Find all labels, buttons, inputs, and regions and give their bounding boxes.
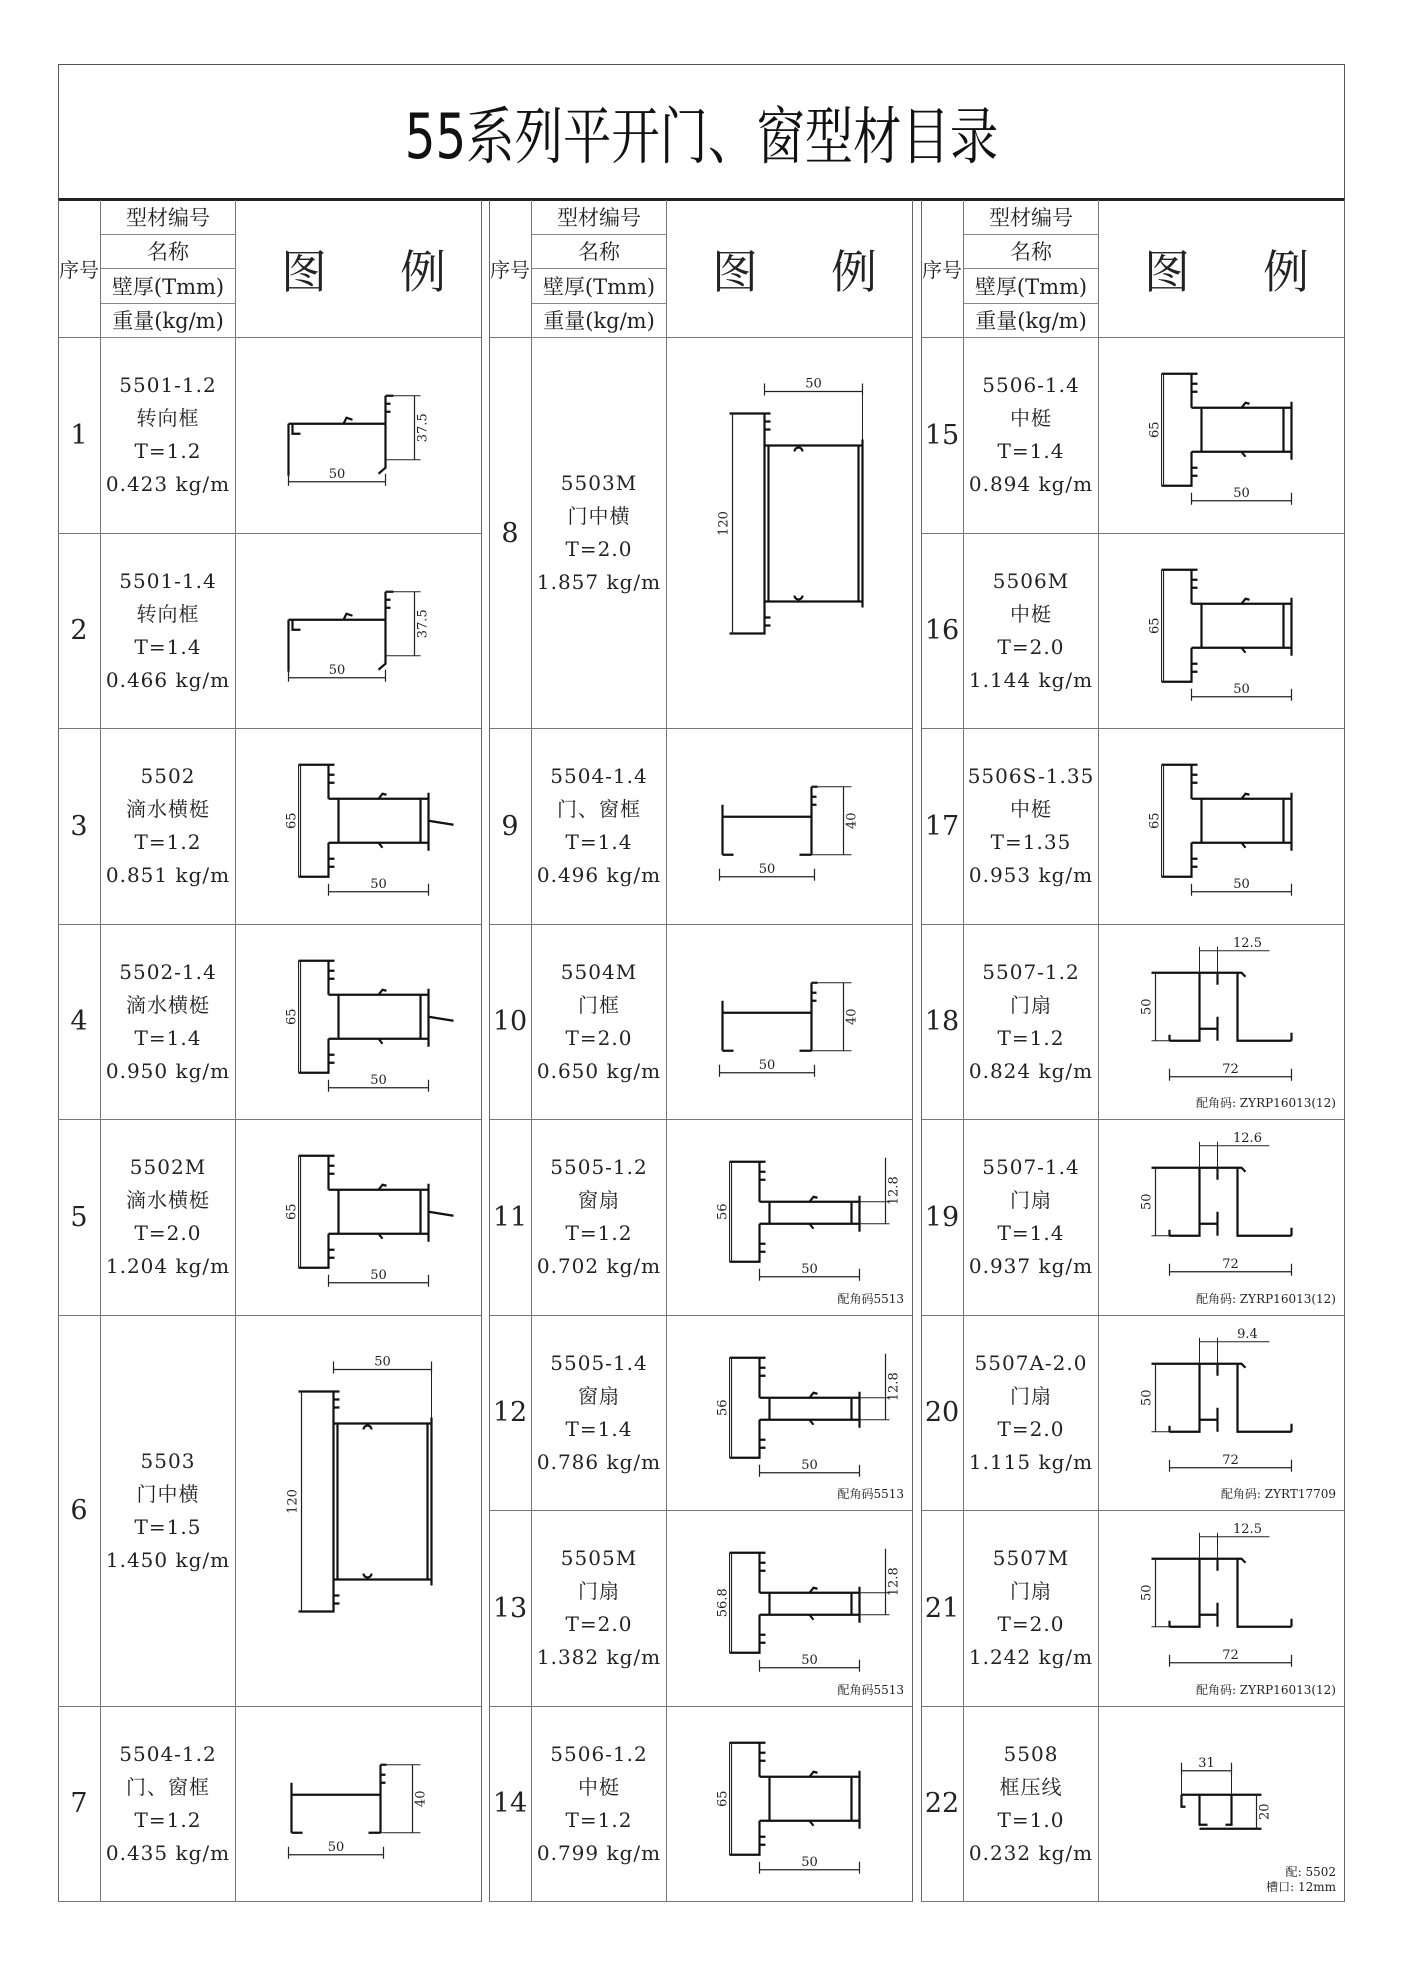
row-seq: 8 — [489, 338, 532, 729]
profile-name: 门扇 — [1010, 992, 1052, 1017]
profile-cross-section-icon — [667, 1707, 912, 1903]
row-info — [964, 1707, 1099, 1903]
svg-text:65: 65 — [1147, 421, 1163, 439]
svg-text:50: 50 — [328, 466, 346, 482]
profile-t: T=1.2 — [134, 830, 202, 855]
catalog-title: 55系列平开门、窗型材目录 — [404, 100, 999, 173]
row-info — [532, 729, 667, 925]
profile-code: 5507A-2.0 — [974, 1350, 1088, 1375]
row-seq: 7 — [58, 1707, 101, 1903]
profile-drawing — [236, 338, 481, 534]
note-line-1: 配: 5502 — [1285, 1865, 1336, 1879]
header-figure-right: 例 — [1263, 244, 1309, 299]
svg-text:50: 50 — [1139, 1193, 1155, 1211]
svg-text:12.8: 12.8 — [886, 1371, 902, 1401]
row-info — [532, 1120, 667, 1316]
row-seq: 21 — [921, 1511, 964, 1707]
profile-drawing — [667, 1316, 912, 1512]
row-info — [964, 338, 1099, 534]
profile-drawing — [667, 925, 912, 1121]
svg-text:56.8: 56.8 — [715, 1588, 731, 1618]
row-info — [964, 1120, 1099, 1316]
svg-text:65: 65 — [284, 1203, 300, 1221]
svg-text:20: 20 — [1257, 1802, 1273, 1820]
profile-t: T=2.0 — [565, 537, 633, 561]
svg-text:65: 65 — [1147, 812, 1163, 830]
note-line-1: 配角码5513 — [837, 1487, 904, 1501]
corner-key-note — [1221, 1487, 1336, 1502]
row-info — [101, 534, 236, 730]
profile-drawing — [1099, 1120, 1344, 1316]
profile-w: 1.450 kg/m — [105, 1547, 231, 1572]
profile-w: 0.786 kg/m — [536, 1449, 662, 1474]
profile-w: 0.937 kg/m — [968, 1254, 1094, 1279]
profile-w: 0.650 kg/m — [536, 1058, 662, 1083]
row-seq: 6 — [58, 1316, 101, 1707]
svg-text:50: 50 — [801, 1854, 818, 1870]
svg-text:9.4: 9.4 — [1237, 1326, 1258, 1342]
svg-text:12.6: 12.6 — [1233, 1130, 1262, 1146]
svg-text:50: 50 — [370, 1267, 387, 1283]
profile-code: 5504-1.2 — [119, 1741, 217, 1766]
profile-name: 门中横 — [136, 1481, 200, 1506]
svg-text:12.5: 12.5 — [1233, 935, 1262, 951]
header-name: 名称 — [101, 235, 236, 270]
profile-t: T=1.2 — [997, 1025, 1065, 1050]
row-info — [101, 1707, 236, 1903]
svg-text:50: 50 — [1233, 876, 1250, 892]
note-line-1: 配角码: ZYRP16013(12) — [1195, 1096, 1336, 1110]
profile-drawing — [236, 925, 481, 1121]
profile-drawing — [1099, 338, 1344, 534]
header-figure-left: 图 — [712, 244, 758, 299]
header-weight: 重量(kg/m) — [532, 304, 667, 339]
profile-code: 5503 — [140, 1448, 196, 1473]
profile-t: T=2.0 — [565, 1612, 633, 1637]
profile-cross-section-icon — [236, 1120, 481, 1316]
note-line-2: 槽口: 12mm — [1266, 1880, 1336, 1894]
profile-w: 1.204 kg/m — [105, 1254, 231, 1279]
profile-name: 门中横 — [567, 504, 631, 528]
profile-name: 中梃 — [1010, 601, 1052, 626]
profile-code: 5507-1.2 — [982, 959, 1080, 984]
corner-key-note — [1196, 1292, 1336, 1307]
profile-name: 中梃 — [1010, 406, 1052, 431]
row-info — [532, 338, 667, 729]
header-name: 名称 — [532, 235, 667, 270]
row-seq: 9 — [489, 729, 532, 925]
profile-code: 5501-1.4 — [119, 568, 217, 593]
profile-name: 窗扇 — [578, 1188, 620, 1213]
row-seq: 17 — [921, 729, 964, 925]
svg-text:50: 50 — [801, 1457, 818, 1473]
profile-code: 5505-1.4 — [550, 1350, 648, 1375]
svg-text:65: 65 — [715, 1789, 731, 1807]
profile-w: 0.894 kg/m — [968, 472, 1094, 497]
profile-name: 转向框 — [136, 406, 200, 431]
profile-cross-section-icon — [1099, 534, 1344, 730]
row-info — [964, 1511, 1099, 1707]
row-info — [532, 1511, 667, 1707]
profile-drawing — [1099, 1707, 1344, 1903]
svg-text:65: 65 — [284, 1007, 300, 1025]
row-seq: 20 — [921, 1316, 964, 1512]
profile-w: 0.851 kg/m — [105, 863, 231, 888]
profile-drawing — [236, 1316, 481, 1707]
row-info — [101, 925, 236, 1121]
profile-cross-section-icon — [236, 925, 481, 1121]
header-figure-left: 图 — [1144, 244, 1190, 299]
note-line-1: 配角码: ZYRP16013(12) — [1195, 1291, 1336, 1306]
svg-text:56: 56 — [715, 1398, 731, 1416]
svg-text:50: 50 — [1139, 997, 1155, 1015]
svg-text:72: 72 — [1222, 1256, 1239, 1272]
profile-cross-section-icon — [236, 729, 481, 925]
header-code: 型材编号 — [964, 200, 1099, 235]
svg-text:50: 50 — [327, 1839, 345, 1855]
row-seq: 15 — [921, 338, 964, 534]
profile-t: T=1.5 — [134, 1514, 202, 1539]
profile-t: T=1.4 — [134, 634, 202, 659]
header-figure — [1099, 200, 1344, 338]
row-seq: 12 — [489, 1316, 532, 1512]
profile-t: T=1.35 — [990, 830, 1072, 855]
svg-text:56: 56 — [715, 1203, 731, 1221]
profile-name: 门扇 — [1010, 1383, 1052, 1408]
profile-code: 5507-1.4 — [982, 1155, 1080, 1180]
row-seq: 2 — [58, 534, 101, 730]
profile-cross-section-icon — [1099, 338, 1344, 534]
svg-text:72: 72 — [1222, 1647, 1239, 1663]
profile-cross-section-icon — [667, 729, 912, 925]
row-info — [532, 1707, 667, 1903]
profile-t: T=1.4 — [997, 1221, 1065, 1246]
header-weight: 重量(kg/m) — [964, 304, 1099, 339]
profile-w: 1.857 kg/m — [536, 570, 662, 594]
svg-text:40: 40 — [413, 1789, 429, 1807]
svg-text:50: 50 — [328, 662, 346, 678]
profile-t: T=1.4 — [134, 1025, 202, 1050]
profile-drawing — [667, 338, 912, 729]
profile-cross-section-icon — [667, 338, 912, 729]
profile-w: 1.242 kg/m — [968, 1645, 1094, 1670]
row-seq: 13 — [489, 1511, 532, 1707]
header-code: 型材编号 — [101, 200, 236, 235]
profile-name: 框压线 — [999, 1774, 1063, 1799]
header-seq: 序号 — [489, 200, 532, 338]
corner-key-note — [837, 1292, 904, 1307]
profile-t: T=1.2 — [134, 439, 202, 464]
row-info — [101, 1120, 236, 1316]
row-seq: 16 — [921, 534, 964, 730]
profile-drawing — [236, 1707, 481, 1903]
profile-t: T=1.4 — [565, 830, 633, 855]
svg-text:50: 50 — [801, 1652, 818, 1668]
profile-drawing — [1099, 534, 1344, 730]
profile-name: 门扇 — [1010, 1579, 1052, 1604]
profile-cross-section-icon — [667, 925, 912, 1121]
row-seq: 1 — [58, 338, 101, 534]
row-info — [964, 1316, 1099, 1512]
svg-text:72: 72 — [1222, 1061, 1239, 1077]
profile-w: 0.232 kg/m — [968, 1840, 1094, 1865]
profile-drawing — [667, 1120, 912, 1316]
profile-drawing — [236, 1120, 481, 1316]
profile-name: 滴水横梃 — [126, 797, 210, 822]
profile-drawing — [236, 729, 481, 925]
svg-text:12.8: 12.8 — [886, 1176, 902, 1206]
profile-t: T=2.0 — [565, 1025, 633, 1050]
profile-name: 门扇 — [578, 1579, 620, 1604]
header-figure-right: 例 — [831, 244, 877, 299]
row-info — [964, 534, 1099, 730]
header-seq: 序号 — [921, 200, 964, 338]
profile-cross-section-icon — [236, 338, 481, 534]
profile-w: 0.799 kg/m — [536, 1840, 662, 1865]
profile-name: 门扇 — [1010, 1188, 1052, 1213]
row-info — [101, 1316, 236, 1707]
svg-text:50: 50 — [758, 1057, 776, 1073]
profile-cross-section-icon — [1099, 925, 1344, 1121]
profile-name: 中梃 — [578, 1774, 620, 1799]
row-seq: 22 — [921, 1707, 964, 1903]
profile-drawing — [1099, 1511, 1344, 1707]
corner-key-note — [837, 1487, 904, 1502]
profile-cross-section-icon — [1099, 1120, 1344, 1316]
svg-text:12.8: 12.8 — [886, 1567, 902, 1597]
row-seq: 5 — [58, 1120, 101, 1316]
row-info — [964, 925, 1099, 1121]
svg-text:40: 40 — [844, 812, 860, 830]
row-info — [532, 925, 667, 1121]
profile-code: 5508 — [1003, 1741, 1059, 1766]
profile-t: T=2.0 — [997, 1416, 1065, 1441]
row-info — [101, 729, 236, 925]
profile-drawing — [1099, 925, 1344, 1121]
row-seq: 19 — [921, 1120, 964, 1316]
svg-text:31: 31 — [1198, 1755, 1215, 1771]
row-info — [532, 1316, 667, 1512]
svg-text:65: 65 — [1147, 616, 1163, 634]
profile-code: 5506S-1.35 — [967, 764, 1095, 789]
profile-name: 转向框 — [136, 601, 200, 626]
catalog-title-box — [58, 64, 1345, 201]
profile-w: 0.953 kg/m — [968, 863, 1094, 888]
profile-cross-section-icon — [236, 1316, 481, 1707]
profile-w: 1.144 kg/m — [968, 667, 1094, 692]
corner-key-note — [837, 1683, 904, 1698]
svg-text:50: 50 — [1139, 1388, 1155, 1406]
profile-code: 5502-1.4 — [119, 959, 217, 984]
profile-cross-section-icon — [236, 534, 481, 730]
profile-t: T=2.0 — [134, 1221, 202, 1246]
profile-name: 门框 — [578, 992, 620, 1017]
svg-text:72: 72 — [1222, 1452, 1239, 1468]
profile-drawing — [1099, 1316, 1344, 1512]
svg-text:120: 120 — [716, 511, 732, 536]
profile-w: 1.115 kg/m — [968, 1449, 1094, 1474]
header-figure — [667, 200, 912, 338]
svg-text:50: 50 — [805, 376, 822, 392]
note-line-1: 配角码: ZYRP16013(12) — [1195, 1682, 1336, 1697]
profile-w: 0.466 kg/m — [105, 667, 231, 692]
row-seq: 14 — [489, 1707, 532, 1903]
profile-code: 5505M — [560, 1546, 638, 1571]
profile-code: 5503M — [560, 471, 638, 495]
corner-key-note — [1196, 1683, 1336, 1698]
svg-text:12.5: 12.5 — [1233, 1521, 1262, 1537]
svg-text:50: 50 — [758, 861, 776, 877]
svg-text:50: 50 — [370, 1072, 387, 1088]
header-figure-right: 例 — [400, 244, 446, 299]
header-seq: 序号 — [58, 200, 101, 338]
profile-t: T=1.2 — [565, 1807, 633, 1832]
svg-text:50: 50 — [1233, 485, 1250, 501]
header-thickness: 壁厚(Tmm) — [964, 269, 1099, 304]
profile-w: 1.382 kg/m — [536, 1645, 662, 1670]
profile-code: 5506-1.4 — [982, 373, 1080, 398]
row-seq: 10 — [489, 925, 532, 1121]
header-figure — [236, 200, 481, 338]
profile-code: 5507M — [992, 1546, 1070, 1571]
profile-cross-section-icon — [236, 1707, 481, 1903]
profile-cross-section-icon — [667, 1120, 912, 1316]
row-seq: 3 — [58, 729, 101, 925]
profile-t: T=1.4 — [997, 439, 1065, 464]
profile-name: 滴水横梃 — [126, 992, 210, 1017]
note-line-1: 配角码5513 — [837, 1291, 904, 1306]
profile-t: T=1.2 — [134, 1807, 202, 1832]
profile-name: 滴水横梃 — [126, 1188, 210, 1213]
note-line-1: 配角码5513 — [837, 1682, 904, 1697]
profile-drawing — [667, 1511, 912, 1707]
note-line-1: 配角码: ZYRT17709 — [1220, 1487, 1336, 1501]
profile-name: 门、窗框 — [557, 797, 641, 822]
row-seq: 4 — [58, 925, 101, 1121]
profile-w: 0.423 kg/m — [105, 472, 231, 497]
svg-text:50: 50 — [374, 1354, 391, 1369]
header-name: 名称 — [964, 235, 1099, 270]
header-weight: 重量(kg/m) — [101, 304, 236, 339]
profile-t: T=1.2 — [565, 1221, 633, 1246]
row-info — [964, 729, 1099, 925]
profile-w: 0.435 kg/m — [105, 1840, 231, 1865]
profile-code: 5501-1.2 — [119, 373, 217, 398]
profile-drawing — [667, 1707, 912, 1903]
svg-text:120: 120 — [285, 1488, 301, 1514]
corner-key-note — [1266, 1865, 1336, 1895]
profile-cross-section-icon — [1099, 1316, 1344, 1512]
profile-name: 中梃 — [1010, 797, 1052, 822]
profile-code: 5504-1.4 — [550, 764, 648, 789]
svg-text:40: 40 — [844, 1007, 860, 1025]
profile-w: 0.824 kg/m — [968, 1058, 1094, 1083]
svg-text:37.5: 37.5 — [415, 413, 431, 443]
header-thickness: 壁厚(Tmm) — [101, 269, 236, 304]
profile-code: 5502M — [129, 1155, 207, 1180]
svg-text:37.5: 37.5 — [415, 608, 431, 638]
row-info — [101, 338, 236, 534]
profile-cross-section-icon — [1099, 1511, 1344, 1707]
profile-t: T=2.0 — [997, 1612, 1065, 1637]
profile-drawing — [667, 729, 912, 925]
header-thickness: 壁厚(Tmm) — [532, 269, 667, 304]
svg-text:50: 50 — [801, 1261, 818, 1277]
profile-t: T=1.0 — [997, 1807, 1065, 1832]
profile-code: 5502 — [140, 764, 196, 789]
profile-t: T=1.4 — [565, 1416, 633, 1441]
corner-key-note — [1196, 1096, 1336, 1111]
row-seq: 11 — [489, 1120, 532, 1316]
profile-code: 5505-1.2 — [550, 1155, 648, 1180]
row-seq: 18 — [921, 925, 964, 1121]
profile-w: 0.702 kg/m — [536, 1254, 662, 1279]
svg-text:65: 65 — [284, 812, 300, 830]
profile-cross-section-icon — [1099, 729, 1344, 925]
profile-w: 0.496 kg/m — [536, 863, 662, 888]
profile-drawing — [1099, 729, 1344, 925]
profile-cross-section-icon — [667, 1511, 912, 1707]
profile-cross-section-icon — [667, 1316, 912, 1512]
profile-code: 5504M — [560, 959, 638, 984]
profile-w: 0.950 kg/m — [105, 1058, 231, 1083]
header-code: 型材编号 — [532, 200, 667, 235]
profile-name: 窗扇 — [578, 1383, 620, 1408]
profile-code: 5506M — [992, 568, 1070, 593]
profile-drawing — [236, 534, 481, 730]
svg-text:50: 50 — [1233, 681, 1250, 697]
profile-t: T=2.0 — [997, 634, 1065, 659]
profile-name: 门、窗框 — [126, 1774, 210, 1799]
svg-text:50: 50 — [370, 876, 387, 892]
profile-code: 5506-1.2 — [550, 1741, 648, 1766]
header-figure-left: 图 — [281, 244, 327, 299]
svg-text:50: 50 — [1139, 1584, 1155, 1602]
